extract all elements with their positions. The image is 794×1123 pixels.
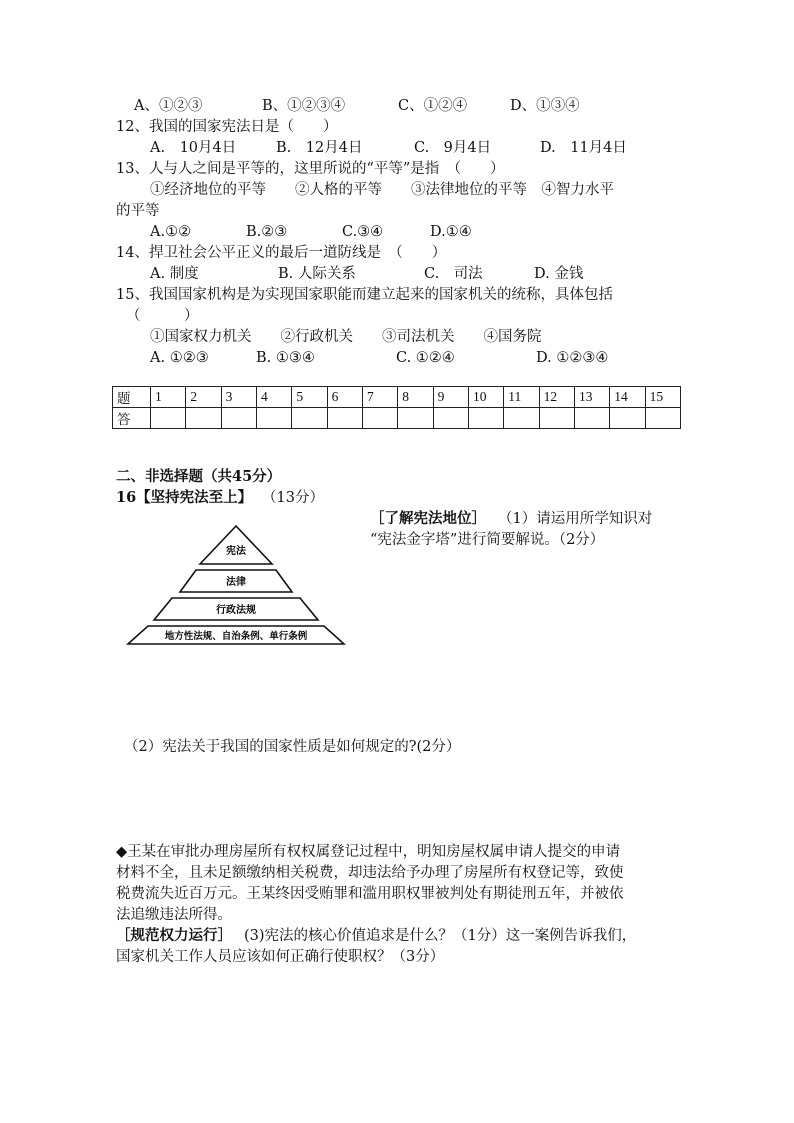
answer-cell[interactable] [610,408,645,429]
answer-cell[interactable] [468,408,503,429]
answer-table-number: 4 [256,387,291,408]
answer-table-number: 10 [468,387,503,408]
pyramid-label: 宪法 [226,546,246,557]
q15-paren: （ ） [126,308,199,324]
answer-table [112,386,681,429]
answer-table-number: 9 [433,387,468,408]
answer-table-number: 14 [610,387,645,408]
constitution-pyramid [126,522,346,650]
answer-table-number: 11 [504,387,539,408]
answer-table-number: 1 [151,387,186,408]
q13-option-a: A.①② [150,224,192,240]
q11-option-d: D、①③④ [510,98,580,114]
sub1-text-line1: （1）请运用所学知识对 [498,511,653,527]
pyramid-level-constitution [200,526,272,564]
q15-option-b: B. ①③④ [256,350,315,366]
sub3-text-line2: 国家机关工作人员应该如何正确行使职权？（3分） [116,949,445,965]
q13-stem: 13、人与人之间是平等的，这里所说的“平等”是指 （ ） [116,161,505,177]
answer-table-number: 7 [362,387,397,408]
answer-cell[interactable] [504,408,539,429]
q14-option-b: B. 人际关系 [278,266,356,282]
q13-items: ①经济地位的平等 ②人格的平等 ③法律地位的平等 ④智力水平 [150,182,614,198]
q16-score: （13分） [262,490,324,506]
q15-option-d: D. ①②③④ [536,350,609,366]
answer-cell[interactable] [327,408,362,429]
q12-stem: 12、我国的国家宪法日是（ ） [116,119,338,135]
answer-cell[interactable] [645,408,680,429]
section2-title: 二、非选择题（共45分） [116,468,282,485]
sub1-tag: ［了解宪法地位］ [370,510,486,527]
answer-table-number-row [113,387,681,408]
case-line: 材料不全，且未足额缴纳相关税费，却违法给予办理了房屋所有权登记等，致使 [116,865,624,881]
q13-option-b: B.②③ [246,224,288,240]
sub3-text-line1: (3)宪法的核心价值追求是什么？（1分）这一案例告诉我们， [244,928,637,944]
pyramid-label: 地方性法规、自治条例、单行条例 [164,631,308,642]
case-line: 法追缴违法所得。 [116,907,232,923]
answer-table-number: 15 [645,387,680,408]
answer-cell[interactable] [221,408,256,429]
q12-option-c: C. 9月4日 [414,140,492,156]
answer-cell[interactable] [186,408,221,429]
q13-option-c: C.③④ [342,224,384,240]
answer-table-number: 12 [539,387,574,408]
answer-table-header-question: 题 [113,387,151,408]
answer-table-number: 2 [186,387,221,408]
answer-cell[interactable] [574,408,609,429]
case-line: ◆王某在审批办理房屋所有权权属登记过程中，明知房屋权属申请人提交的申请 [116,844,621,860]
q15-stem: 15、我国国家机构是为实现国家职能而建立起来的国家机关的统称，具体包括 [116,287,613,303]
q11-option-b: B、①②③④ [262,98,346,114]
q15-items: ①国家权力机关 ②行政机关 ③司法机关 ④国务院 [150,329,542,345]
answer-table-number: 8 [398,387,433,408]
sub2-text: （2）宪法关于我国的国家性质是如何规定的?(2分） [124,739,461,755]
q13-option-d: D.①④ [430,224,472,240]
answer-table-number: 3 [221,387,256,408]
answer-cell[interactable] [398,408,433,429]
answer-table-answer-row [113,408,681,429]
q15-option-c: C. ①②④ [396,350,455,366]
q16-title: 16【坚持宪法至上】 [116,489,253,506]
answer-cell[interactable] [433,408,468,429]
q12-option-a: A. 10月4日 [150,140,237,156]
answer-table-number: 5 [292,387,327,408]
q14-option-a: A. 制度 [150,266,199,282]
q12-option-b: B. 12月4日 [276,140,363,156]
q11-option-c: C、①②④ [398,98,468,114]
answer-cell[interactable] [151,408,186,429]
answer-table-header-answer: 答 [113,408,151,429]
sub1-text-line2: “宪法金字塔”进行简要解说。（2分） [370,532,605,548]
q15-option-a: A. ①②③ [150,350,209,366]
q12-option-d: D. 11月4日 [540,140,627,156]
sub3-tag: ［规范权力运行］ [116,927,232,944]
q13-items-cont: 的平等 [116,203,160,219]
case-line: 税费流失近百万元。王某终因受贿罪和滥用职权罪被判处有期徒刑五年，并被依 [116,886,624,902]
answer-cell[interactable] [539,408,574,429]
answer-cell[interactable] [362,408,397,429]
answer-table-number: 6 [327,387,362,408]
answer-cell[interactable] [256,408,291,429]
q14-stem: 14、捍卫社会公平正义的最后一道防线是 （ ） [116,245,447,261]
q14-option-d: D. 金钱 [534,266,584,282]
q14-option-c: C. 司法 [424,266,483,282]
answer-cell[interactable] [292,408,327,429]
pyramid-label: 行政法规 [216,605,256,616]
answer-table-number: 13 [574,387,609,408]
pyramid-label: 法律 [226,577,246,588]
q11-option-a: A、①②③ [134,98,203,114]
